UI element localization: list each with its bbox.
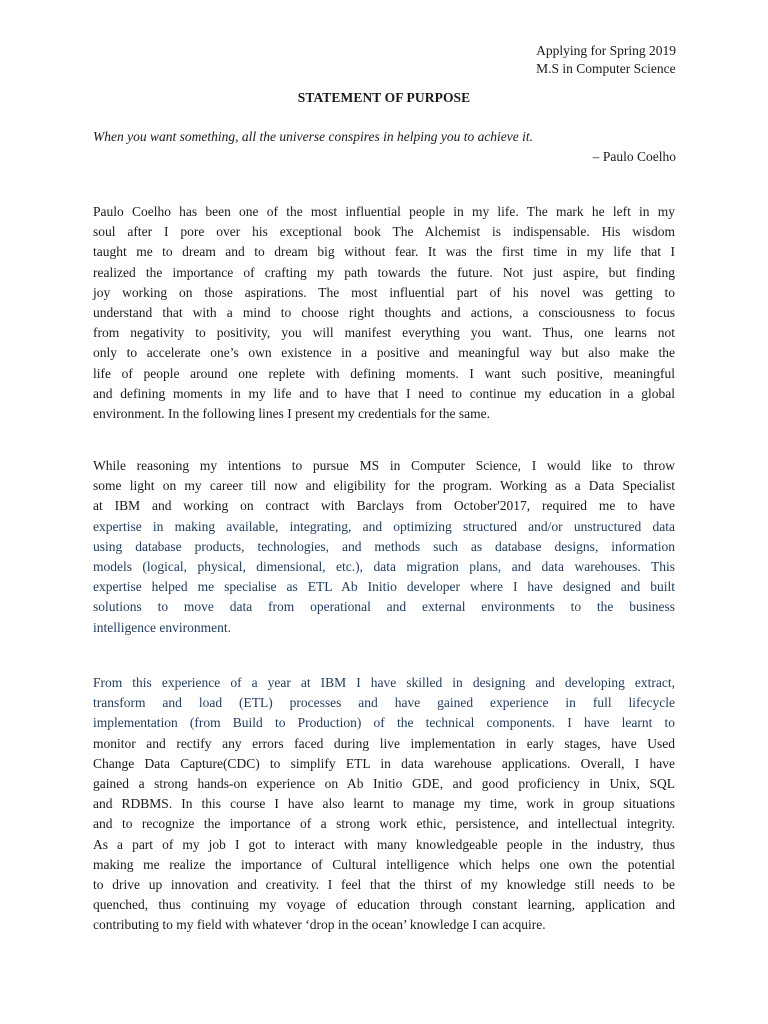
- paragraph-line: realized the importance of crafting my path towards the future. Not just aspire, but finding: [93, 264, 675, 280]
- paragraph-line: contributing to my field with whatever ‘drop in the ocean’ knowledge I can acquire.: [93, 917, 546, 933]
- paragraph-line: and defining moments in my life and to have that I need to continue my education in a global: [93, 385, 675, 401]
- paragraph-line: From this experience of a year at IBM I have skilled in designing and developing extract,: [93, 675, 675, 690]
- paragraph-line: understand that with a mind to choose right thoughts and actions, a consciousness to focus: [93, 305, 675, 321]
- paragraph-line: to drive up innovation and creativity. I feel that the thirst of my knowledge still needs to be: [93, 877, 675, 893]
- paragraph-line: expertise in making available, integrating, and optimizing structured and/or unstructured data: [93, 518, 675, 534]
- paragraph-experience: [93, 673, 675, 936]
- paragraph-intro: [93, 202, 675, 424]
- paragraph-line: While reasoning my intentions to pursue MS in Computer Science, I would like to throw: [93, 458, 675, 473]
- page-title: STATEMENT OF PURPOSE: [297, 90, 471, 105]
- paragraph-line: implementation (from Build to Production) of the technical components. I have learnt to: [93, 715, 675, 731]
- paragraph-line: models (logical, physical, dimensional, etc.), data migration plans, and data warehouses. This: [93, 559, 675, 575]
- paragraph-line: soul after I pore over his exceptional book The Alchemist is indispensable. His wisdom: [93, 224, 675, 240]
- header-program: M.S in Computer Science: [536, 61, 676, 76]
- paragraph-line: quenched, thus continuing my voyage of education through constant learning, application and: [93, 897, 675, 913]
- paragraph-line: taught me to dream and to dream big without fear. It was the first time in my life that I: [93, 244, 675, 260]
- paragraph-line: and to recognize the importance of a strong work ethic, persistence, and intellectual integrity.: [93, 816, 675, 832]
- paragraph-line: only to accelerate one’s own existence in a positive and meaningful way but also make the: [93, 345, 675, 361]
- paragraph-line: Paulo Coelho has been one of the most influential people in my life. The mark he left in my: [93, 204, 675, 219]
- paragraph-line: from negativity to positivity, you will manifest everything you want. Thus, one learns not: [93, 325, 675, 341]
- paragraph-line: joy working on those aspirations. The most influential part of his novel was getting to: [93, 284, 675, 300]
- paragraph-line: making me realize the importance of Cultural intelligence which helps one own the potential: [93, 856, 675, 872]
- paragraph-line: intelligence environment.: [93, 619, 231, 635]
- paragraph-line: transform and load (ETL) processes and have gained experience in full lifecycle: [93, 695, 675, 711]
- application-header: [536, 42, 676, 78]
- paragraph-line: at IBM and working on contract with Barclays from October'2017, required me to have: [93, 498, 675, 514]
- paragraph-line: and RDBMS. In this course I have also learnt to manage my time, work in group situations: [93, 796, 675, 812]
- paragraph-line: expertise helped me specialise as ETL Ab Initio developer where I have designed and built: [93, 579, 675, 595]
- paragraph-line: Change Data Capture(CDC) to simplify ETL in data warehouse applications. Overall, I have: [93, 755, 675, 771]
- paragraph-line: some light on my career till now and eligibility for the program. Working as a Data Specialist: [93, 478, 675, 494]
- epigraph-quote: When you want something, all the universe conspires in helping you to achieve it.: [93, 129, 534, 144]
- paragraph-line: monitor and rectify any errors faced during live implementation in early stages, have Used: [93, 735, 675, 751]
- header-term: Applying for Spring 2019: [536, 43, 676, 58]
- paragraph-line: life of people around one replete with defining moments. I want such positive, meaningful: [93, 365, 675, 381]
- paragraph-line: environment. In the following lines I present my credentials for the same.: [93, 406, 491, 422]
- paragraph-line: using database products, technologies, and methods such as database designs, information: [93, 538, 675, 554]
- paragraph-line: As a part of my job I got to interact with many knowledgeable people in the industry, thus: [93, 836, 675, 852]
- paragraph-career: [93, 456, 675, 638]
- epigraph-attribution: – Paulo Coelho: [592, 149, 676, 164]
- paragraph-line: solutions to move data from operational and external environments to the business: [93, 599, 675, 615]
- paragraph-line: gained a strong hands-on experience on Ab Initio GDE, and good proficiency in Unix, SQL: [93, 776, 675, 792]
